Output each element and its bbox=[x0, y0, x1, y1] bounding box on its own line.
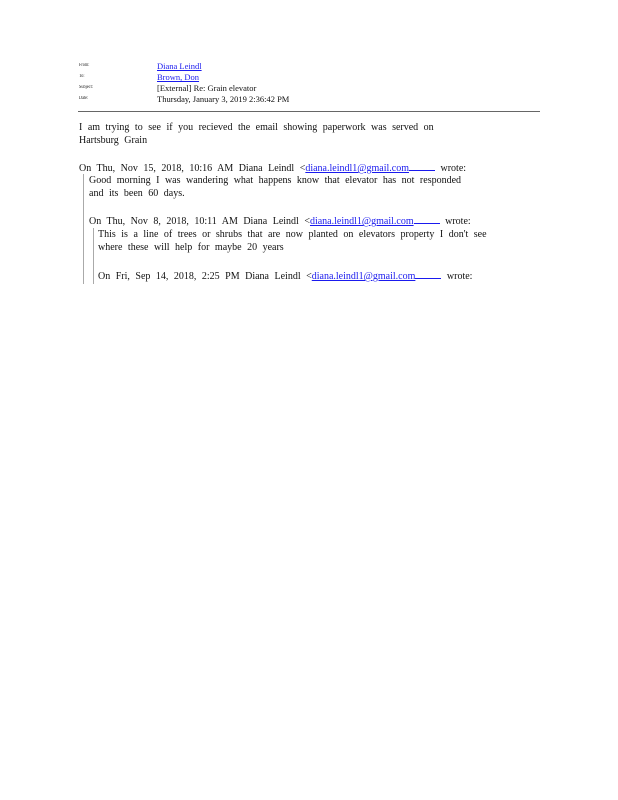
quote1-link-underline bbox=[409, 161, 435, 171]
quote2-link-underline bbox=[414, 214, 440, 224]
to-link[interactable]: Brown, Don bbox=[157, 72, 200, 82]
quote2-line-1: This is a line of trees or shrubs that are now planted on elevators property I don't see bbox=[98, 229, 487, 240]
quote2-attribution bbox=[89, 214, 471, 228]
to-label: To: bbox=[79, 74, 85, 79]
quote2-wrote: wrote: bbox=[445, 216, 471, 227]
body-line-1: I am trying to see if you recieved the email showing paperwork was served on bbox=[79, 122, 434, 133]
quote2-line-2: where these will help for maybe 20 years bbox=[98, 242, 284, 253]
quote1-wrote: wrote: bbox=[440, 163, 467, 174]
header-divider bbox=[78, 111, 540, 112]
from-label: From: bbox=[79, 63, 90, 68]
quote2-bar bbox=[93, 228, 94, 284]
quote3-wrote: wrote: bbox=[446, 271, 473, 282]
quote2-email-link[interactable]: diana.leindl1@gmail.com bbox=[309, 216, 414, 227]
date-value: Thursday, January 3, 2019 2:36:42 PM bbox=[157, 94, 290, 104]
quote3-intro: On Fri, Sep 14, 2018, 2:25 PM Diana Leindl < bbox=[98, 271, 312, 282]
subject-label: Subject: bbox=[79, 85, 93, 90]
from-link[interactable]: Diana Leindl bbox=[157, 61, 202, 71]
quote1-line-1: Good morning I was wandering what happens know that elevator has not responded bbox=[89, 175, 462, 186]
quote3-email-link[interactable]: diana.leindl1@gmail.com bbox=[311, 271, 416, 282]
quote2-intro: On Thu, Nov 8, 2018, 10:11 AM Diana Leindl < bbox=[89, 216, 310, 227]
quote1-bar bbox=[83, 174, 84, 284]
subject-value: [External] Re: Grain elevator bbox=[157, 83, 257, 93]
quote1-intro: On Thu, Nov 15, 2018, 10:16 AM Diana Leindl < bbox=[79, 163, 306, 174]
quote3-attribution bbox=[98, 269, 472, 283]
quote1-email-link[interactable]: diana.leindl1@gmail.com bbox=[305, 163, 409, 174]
quote1-line-2: and its been 60 days. bbox=[89, 188, 185, 199]
quote3-link-underline bbox=[415, 269, 441, 279]
date-label: Date: bbox=[79, 96, 89, 101]
body-line-2: Hartsburg Grain bbox=[79, 135, 148, 146]
quote1-attribution bbox=[79, 161, 466, 175]
